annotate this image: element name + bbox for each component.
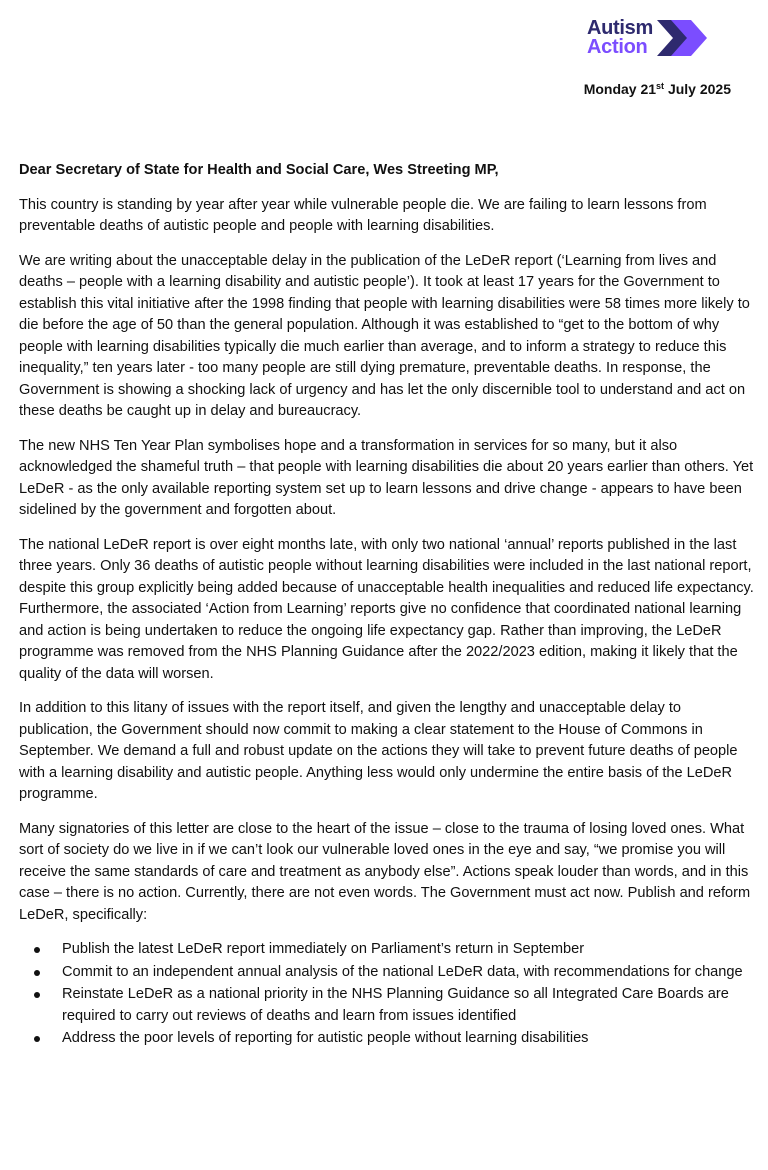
paragraph-6: Many signatories of this letter are close to the heart of the issue – close to the trauma of losing loved ones. What sort of society do we live in if we can’t look our vulnerable loved ones in the eye and say, “we promise you will receive the same standards of care and treatment as anybody else”. Actions speak louder than words, and in this case – there is no action. Currently, there are not even words. The Government must act now. Publish and reform LeDeR, specifically: [19, 820, 751, 923]
list-item-text: Commit to an independent annual analysis of the national LeDeR data, with recommendations for change [62, 963, 743, 980]
date-month-year: July 2025 [664, 81, 731, 97]
logo-line-1: Autism [587, 17, 653, 39]
letter-body [19, 160, 754, 1051]
chevron-arrow-icon [657, 18, 709, 58]
bullet-icon [34, 992, 40, 998]
demands-list [19, 939, 754, 1050]
paragraph-2: We are writing about the unacceptable delay in the publication of the LeDeR report (‘Learning from lives and deaths – people with a learning disability and autistic people’). It took at least 17 years for the Government to establish this vital initiative after the 1998 finding that people with learning disabilities were 58 times more likely to die before the age of 50 than the general population. Although it was established to “get to the bottom of why people with learning disabilities typically die much earlier than average, and to inform a strategy to reduce this inequality,” ten years later - too many people are still dying premature, preventable deaths. In response, the Government is showing a shocking lack of urgency and has let the only discernible tool to understand and act on these deaths be caught up in delay and bureaucracy. [19, 252, 750, 419]
paragraph-3: The new NHS Ten Year Plan symbolises hope and a transformation in services for so many, but it also acknowledged the shameful truth – that people with learning disabilities die about 20 years earlier than others. Yet LeDeR - as the only available reporting system set up to learn lessons and drive change - appears to have been sidelined by the government and forgotten about. [19, 437, 754, 518]
logo-line-2: Action [587, 36, 648, 58]
list-item [19, 939, 754, 961]
list-item [19, 1028, 754, 1050]
letter-date [584, 81, 731, 97]
paragraph-1: This country is standing by year after year while vulnerable people die. We are failing to learn lessons from preventable deaths of autistic people and people with learning disabilities. [19, 196, 707, 234]
list-item-text: Reinstate LeDeR as a national priority in the NHS Planning Guidance so all Integrated Care Boards are required to carry out reviews of deaths and learn from issues identified [62, 986, 729, 1024]
date-day: Monday 21 [583, 81, 657, 97]
logo-wordmark [587, 19, 653, 57]
list-item-text: Publish the latest LeDeR report immediately on Parliament’s return in September [62, 941, 585, 957]
list-item [19, 962, 754, 984]
paragraph-5: In addition to this litany of issues with the report itself, and given the lengthy and unacceptable delay to publication, the Government should now commit to making a clear statement to the House of Commons in September. We demand a full and robust update on the actions they will take to prevent future deaths of people with a learning disability and autistic people. Anything less would only undermine the entire basis of the LeDeR programme. [19, 700, 738, 802]
salutation: Dear Secretary of State for Health and Social Care, Wes Streeting MP, [19, 162, 499, 178]
autism-action-logo [587, 16, 727, 60]
paragraph-4: The national LeDeR report is over eight months late, with only two national ‘annual’ reports published in the last three years. Only 36 deaths of autistic people without learning disabilities were included in the last national report, despite this group explicitly being added because of unacceptable health inequalities and reduced life expectancy. Furthermore, the associated ‘Action from Learning’ reports give no confidence that coordinated national learning and action is being undertaken to reduce the ongoing life expectancy gap. Rather than improving, the LeDeR programme was removed from the NHS Planning Guidance after the 2022/2023 edition, making it likely that the quality of the data will worsen. [19, 536, 754, 682]
bullet-icon [34, 970, 40, 976]
list-item [19, 984, 754, 1027]
bullet-icon [34, 1036, 40, 1042]
list-item-text: Address the poor levels of reporting for autistic people without learning disabilities [62, 1030, 589, 1046]
bullet-icon [34, 947, 40, 953]
date-ordinal: st [656, 81, 665, 91]
